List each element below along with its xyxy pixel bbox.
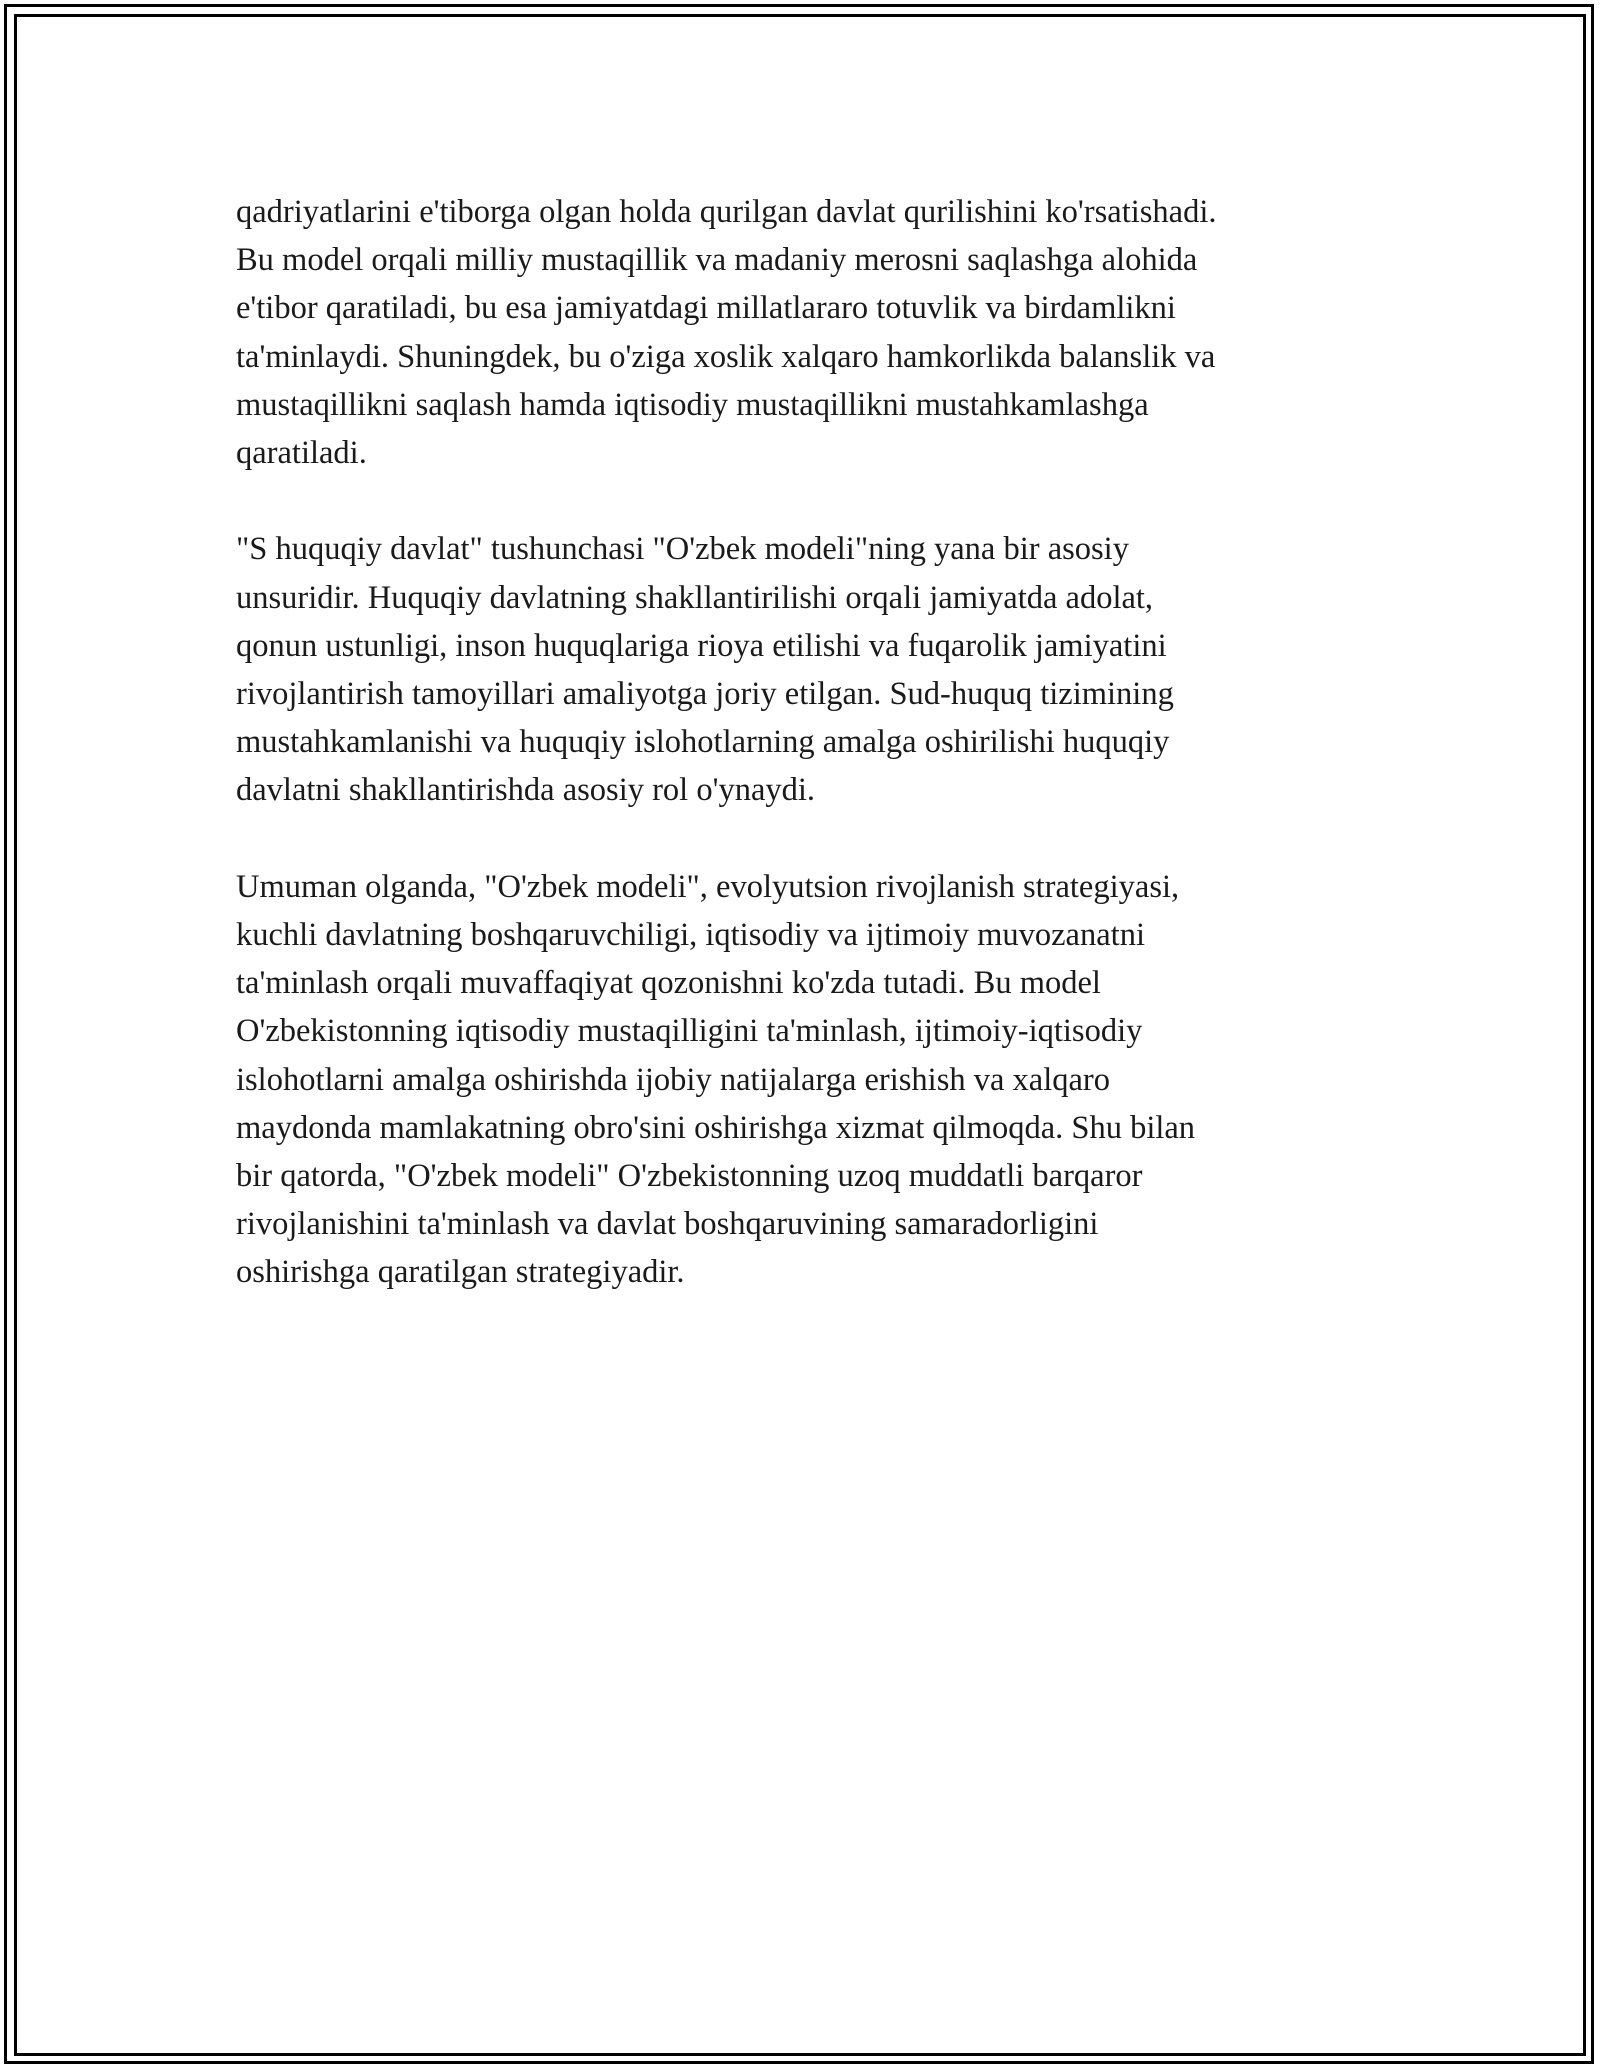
paragraph-1: qadriyatlarini e'tiborga olgan holda qurilgan davlat qurilishini ko'rsatishadi. Bu model orqali milliy mustaqillik va madaniy merosni saqlashga alohida e'tibor qaratiladi, bu esa jamiyatdagi millatlararo totuvlik va birdamlikni ta'minlaydi. Shuningdek, bu o'ziga xoslik xalqaro hamkorlikda balanslik va mustaqillikni saqlash hamda iqtisodiy mustaqillikni mustahkamlashga qaratiladi.: [236, 194, 1217, 472]
document-body: [236, 188, 1376, 1345]
paragraph-2: "S huquqiy davlat" tushunchasi "O'zbek modeli"ning yana bir asosiy unsuridir. Huquqiy davlatning shakllantirilishi orqali jamiyatda adolat, qonun ustunligi, inson huquqlariga rioya etilishi va fuqarolik jamiyatini rivojlantirish tamoyillari amaliyotga joriy etilgan. Sud-huquq tizimining mustahkamlanishi va huquqiy islohotlarning amalga oshirilishi huquqiy davlatni shakllantirishda asosiy rol o'ynaydi.: [236, 531, 1174, 809]
paragraph-3: Umuman olganda, "O'zbek modeli", evolyutsion rivojlanish strategiyasi, kuchli davlatning boshqaruvchiligi, iqtisodiy va ijtimoiy muvozanatni ta'minlash orqali muvaffaqiyat qozonishni ko'zda tutadi. Bu model O'zbekistonning iqtisodiy mustaqilligini ta'minlash, ijtimoiy-iqtisodiy islohotlarni amalga oshirishda ijobiy natijalarga erishish va xalqaro maydonda mamlakatning obro'sini oshirishga xizmat qilmoqda. Shu bilan bir qatorda, "O'zbek modeli" O'zbekistonning uzoq muddatli barqaror rivojlanishini ta'minlash va davlat boshqaruvining samaradorligini oshirishga qaratilgan strategiyadir.: [236, 868, 1196, 1291]
